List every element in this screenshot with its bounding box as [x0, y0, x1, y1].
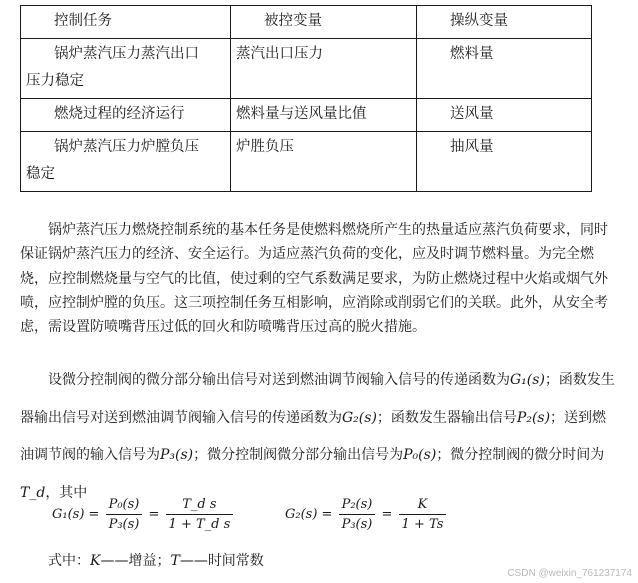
symbol-g1: G₁(s): [510, 372, 545, 388]
symbol-p0: P₀(s): [403, 447, 437, 463]
formula-g2: G₂(s) = $\frac{\text{P₂(s)}}{\text{P₃(s)}}$ = $\frac{K}{1 + Ts}$: [285, 496, 448, 533]
table-row: [21, 132, 592, 192]
table-header-row: [21, 6, 592, 39]
task-cell: 锅炉蒸汽压力炉膛负压 稳定: [21, 132, 231, 192]
manipulated-variable-cell: 燃料量: [417, 39, 592, 99]
header-cell: 操纵变量: [417, 6, 592, 39]
task-cell: 锅炉蒸汽压力蒸汽出口 压力稳定: [21, 39, 231, 99]
symbol-td: T_d: [20, 484, 46, 501]
symbol-g2: G₂(s): [342, 409, 377, 426]
header-cell: 被控变量: [231, 6, 417, 39]
control-task-table: [20, 5, 592, 192]
paragraph-transfer-functions: 设微分控制阀的微分部分输出信号对送到燃油调节阀输入信号的传递函数为G₁(s)；函数发生器输出信号对送到燃油调节阀输入信号的传递函数为G₂(s)；函数发生器输出信号P₂(s)；送到燃油调节阀的输入信号为P₃(s)；微分控制阀微分部分输出信号为P₀(s)；微分控制阀的微分时间为T_d，其中: [20, 372, 615, 501]
watermark: CSDN @weixin_761237174: [507, 568, 632, 579]
controlled-variable-cell: 炉胜负压: [231, 132, 417, 192]
header-cell: 控制任务: [21, 6, 231, 39]
formula-g1: G₁(s) = $\frac{\text{P₀(s)}}{\text{P₃(s)}}$ = $\frac{\text{T\_d s}}{\text{1 + T\_d s}}$: [52, 496, 235, 533]
symbol-p3: P₃(s): [160, 447, 194, 463]
paragraph-control-tasks: 锅炉蒸汽压力燃烧控制系统的基本任务是使燃料燃烧所产生的热量适应蒸汽负荷要求，同时保证锅炉蒸汽压力的经济、安全运行。为适应蒸汽负荷的变化，应及时调节燃料量。为完全燃烧，应控制燃烧量与空气的比值，使过剩的空气系数满足要求，为防止燃烧过程中火焰或烟气外喷，应控制炉膛的负压。这三项控制任务互相影响，应消除或削弱它们的关联。此外，从安全考虑，需设置防喷嘴背压过低的回火和防喷嘴背压过高的脱火措施。: [20, 222, 608, 336]
manipulated-variable-cell: 抽风量: [417, 132, 592, 192]
table-row: [21, 99, 592, 132]
task-cell: 燃烧过程的经济运行: [21, 99, 231, 132]
controlled-variable-cell: 蒸汽出口压力: [231, 39, 417, 99]
symbol-p2: P₂(s): [516, 409, 551, 426]
manipulated-variable-cell: 送风量: [417, 99, 592, 132]
formula-legend: 式中：K——增益；T——时间常数: [48, 553, 264, 569]
table-row: [21, 39, 592, 99]
controlled-variable-cell: 燃料量与送风量比值: [231, 99, 417, 132]
